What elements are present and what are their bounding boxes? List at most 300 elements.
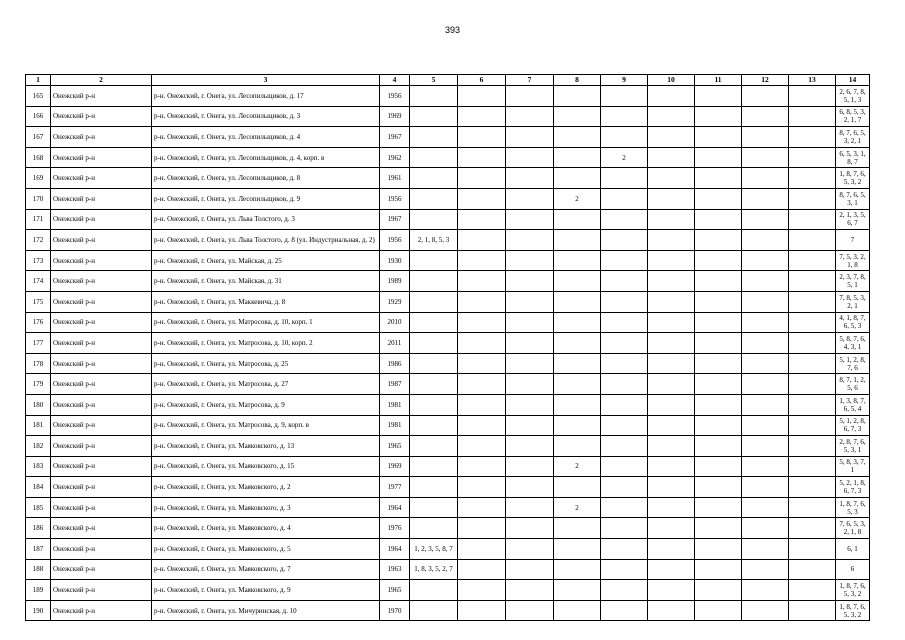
row-number: 171 [26, 209, 51, 230]
col13-cell [789, 312, 836, 333]
year-cell: 1956 [380, 230, 410, 251]
col9-cell [601, 353, 648, 374]
col7-cell [506, 333, 554, 354]
row-number: 187 [26, 539, 51, 560]
col10-cell [648, 559, 695, 580]
table-row [26, 600, 870, 621]
col13-cell [789, 539, 836, 560]
col7-cell [506, 456, 554, 477]
column-header: 1 [26, 75, 51, 86]
address-cell: р-н. Онежский, г. Онега, ул. Маяковского, д. 5 [152, 539, 380, 560]
col11-cell [695, 353, 742, 374]
col7-cell [506, 580, 554, 601]
col12-cell [742, 147, 789, 168]
col9-cell [601, 271, 648, 292]
col12-cell [742, 580, 789, 601]
col11-cell [695, 497, 742, 518]
col5-cell [410, 271, 458, 292]
col6-cell [458, 374, 506, 395]
col7-cell [506, 147, 554, 168]
row-number: 165 [26, 86, 51, 107]
col14-cell: 8, 7, 6, 5, 3, 1 [836, 188, 870, 209]
col14-cell: 8, 7, 6, 5, 3, 2, 1 [836, 127, 870, 148]
col9-cell [601, 312, 648, 333]
col9-cell [601, 230, 648, 251]
col14-cell: 6, 8, 5, 3, 2, 1, 7 [836, 106, 870, 127]
column-header: 7 [506, 75, 554, 86]
col7-cell [506, 86, 554, 107]
col13-cell [789, 600, 836, 621]
column-header: 9 [601, 75, 648, 86]
year-cell: 1965 [380, 580, 410, 601]
col14-cell: 5, 2, 1, 8, 6, 7, 3 [836, 477, 870, 498]
district-cell: Онежский р-н [51, 539, 152, 560]
district-cell: Онежский р-н [51, 333, 152, 354]
year-cell: 1981 [380, 415, 410, 436]
col6-cell [458, 394, 506, 415]
year-cell: 1989 [380, 271, 410, 292]
col8-cell [554, 600, 601, 621]
address-cell: р-н. Онежский, г. Онега, ул. Маяковского, д. 7 [152, 559, 380, 580]
col9-cell [601, 436, 648, 457]
col6-cell [458, 353, 506, 374]
col12-cell [742, 456, 789, 477]
col9-cell [601, 394, 648, 415]
row-number: 166 [26, 106, 51, 127]
col5-cell [410, 127, 458, 148]
district-cell: Онежский р-н [51, 600, 152, 621]
col7-cell [506, 168, 554, 189]
col8-cell [554, 518, 601, 539]
col8-cell: 2 [554, 456, 601, 477]
col6-cell [458, 86, 506, 107]
col12-cell [742, 271, 789, 292]
col9-cell [601, 559, 648, 580]
col13-cell [789, 559, 836, 580]
col5-cell [410, 497, 458, 518]
district-cell: Онежский р-н [51, 168, 152, 189]
col5-cell [410, 291, 458, 312]
col10-cell [648, 250, 695, 271]
col8-cell [554, 477, 601, 498]
col12-cell [742, 436, 789, 457]
column-header: 5 [410, 75, 458, 86]
address-cell: р-н. Онежский, г. Онега, ул. Маяковского, д. 3 [152, 497, 380, 518]
col7-cell [506, 539, 554, 560]
row-number: 186 [26, 518, 51, 539]
col13-cell [789, 168, 836, 189]
col11-cell [695, 209, 742, 230]
table-row [26, 86, 870, 107]
district-cell: Онежский р-н [51, 106, 152, 127]
col14-cell: 7, 6, 5, 3, 2, 1, 8 [836, 518, 870, 539]
col14-cell: 1, 8, 7, 6, 5, 3, 2 [836, 168, 870, 189]
col7-cell [506, 188, 554, 209]
col6-cell [458, 127, 506, 148]
col11-cell [695, 600, 742, 621]
col9-cell [601, 333, 648, 354]
district-cell: Онежский р-н [51, 230, 152, 251]
district-cell: Онежский р-н [51, 209, 152, 230]
col13-cell [789, 127, 836, 148]
row-number: 188 [26, 559, 51, 580]
col14-cell: 5, 1, 2, 8, 6, 7, 3 [836, 415, 870, 436]
row-number: 179 [26, 374, 51, 395]
column-header: 4 [380, 75, 410, 86]
district-cell: Онежский р-н [51, 127, 152, 148]
col10-cell [648, 86, 695, 107]
address-cell: р-н. Онежский, г. Онега, ул. Маяковского, д. 13 [152, 436, 380, 457]
col9-cell [601, 456, 648, 477]
col7-cell [506, 271, 554, 292]
year-cell: 1970 [380, 600, 410, 621]
year-cell: 2010 [380, 312, 410, 333]
table-row [26, 518, 870, 539]
col10-cell [648, 518, 695, 539]
col10-cell [648, 312, 695, 333]
col12-cell [742, 600, 789, 621]
col6-cell [458, 518, 506, 539]
year-cell: 1987 [380, 374, 410, 395]
table-row [26, 209, 870, 230]
col6-cell [458, 209, 506, 230]
table-row [26, 353, 870, 374]
col6-cell [458, 436, 506, 457]
col11-cell [695, 539, 742, 560]
address-cell: р-н. Онежский, г. Онега, ул. Лесопильщиков, д. 3 [152, 106, 380, 127]
col5-cell [410, 106, 458, 127]
col13-cell [789, 230, 836, 251]
col8-cell [554, 539, 601, 560]
col12-cell [742, 106, 789, 127]
address-cell: р-н. Онежский, г. Онега, ул. Маяковского, д. 4 [152, 518, 380, 539]
district-cell: Онежский р-н [51, 394, 152, 415]
year-cell: 1976 [380, 518, 410, 539]
col8-cell [554, 291, 601, 312]
district-cell: Онежский р-н [51, 147, 152, 168]
col10-cell [648, 209, 695, 230]
col8-cell [554, 168, 601, 189]
column-header: 14 [836, 75, 870, 86]
year-cell: 1981 [380, 394, 410, 415]
column-header: 11 [695, 75, 742, 86]
page-number: 393 [444, 25, 461, 35]
district-cell: Онежский р-н [51, 271, 152, 292]
row-number: 190 [26, 600, 51, 621]
col6-cell [458, 456, 506, 477]
col13-cell [789, 436, 836, 457]
col12-cell [742, 127, 789, 148]
address-cell: р-н. Онежский, г. Онега, ул. Лесопильщиков, д. 4, корп. в [152, 147, 380, 168]
year-cell: 1969 [380, 456, 410, 477]
col14-cell: 2, 1, 3, 5, 6, 7 [836, 209, 870, 230]
col5-cell [410, 394, 458, 415]
col14-cell: 2, 8, 7, 6, 5, 3, 1 [836, 436, 870, 457]
row-number: 189 [26, 580, 51, 601]
col13-cell [789, 106, 836, 127]
col7-cell [506, 291, 554, 312]
col11-cell [695, 230, 742, 251]
col13-cell [789, 353, 836, 374]
col5-cell [410, 353, 458, 374]
col13-cell [789, 209, 836, 230]
col11-cell [695, 250, 742, 271]
col11-cell [695, 415, 742, 436]
address-cell: р-н. Онежский, г. Онега, ул. Матросова, д. 9 [152, 394, 380, 415]
col13-cell [789, 518, 836, 539]
row-number: 178 [26, 353, 51, 374]
col10-cell [648, 168, 695, 189]
col8-cell [554, 374, 601, 395]
col5-cell [410, 147, 458, 168]
col5-cell [410, 374, 458, 395]
table-row [26, 168, 870, 189]
address-cell: р-н. Онежский, г. Онега, ул. Матросова, д. 9, корп. в [152, 415, 380, 436]
district-cell: Онежский р-н [51, 291, 152, 312]
col7-cell [506, 497, 554, 518]
col10-cell [648, 580, 695, 601]
col6-cell [458, 312, 506, 333]
col5-cell [410, 168, 458, 189]
col8-cell [554, 250, 601, 271]
col8-cell: 2 [554, 188, 601, 209]
col9-cell [601, 250, 648, 271]
col9-cell [601, 600, 648, 621]
col6-cell [458, 250, 506, 271]
col13-cell [789, 374, 836, 395]
col7-cell [506, 353, 554, 374]
column-header: 13 [789, 75, 836, 86]
col5-cell [410, 477, 458, 498]
col11-cell [695, 312, 742, 333]
row-number: 181 [26, 415, 51, 436]
col13-cell [789, 477, 836, 498]
table-row [26, 271, 870, 292]
col5-cell [410, 209, 458, 230]
district-cell: Онежский р-н [51, 86, 152, 107]
year-cell: 1969 [380, 106, 410, 127]
year-cell: 1929 [380, 291, 410, 312]
col6-cell [458, 600, 506, 621]
col11-cell [695, 456, 742, 477]
col6-cell [458, 271, 506, 292]
year-cell: 1961 [380, 168, 410, 189]
table-row [26, 106, 870, 127]
district-cell: Онежский р-н [51, 477, 152, 498]
col14-cell: 1, 3, 8, 7, 6, 5, 4 [836, 394, 870, 415]
col6-cell [458, 477, 506, 498]
col9-cell [601, 188, 648, 209]
table-row [26, 394, 870, 415]
table-row [26, 436, 870, 457]
address-cell: р-н. Онежский, г. Онега, ул. Маккевича, д. 8 [152, 291, 380, 312]
col11-cell [695, 394, 742, 415]
col7-cell [506, 477, 554, 498]
column-header: 3 [152, 75, 380, 86]
address-cell: р-н. Онежский, г. Онега, ул. Майская, д. 31 [152, 271, 380, 292]
col14-cell: 1, 8, 7, 6, 5, 3, 2 [836, 580, 870, 601]
col14-cell: 2, 3, 7, 8, 5, 1 [836, 271, 870, 292]
col8-cell [554, 209, 601, 230]
col11-cell [695, 518, 742, 539]
col14-cell: 5, 8, 3, 7, 1 [836, 456, 870, 477]
col9-cell [601, 127, 648, 148]
address-cell: р-н. Онежский, г. Онега, ул. Маяковского, д. 9 [152, 580, 380, 601]
col6-cell [458, 230, 506, 251]
col9-cell [601, 539, 648, 560]
col11-cell [695, 106, 742, 127]
col6-cell [458, 188, 506, 209]
col13-cell [789, 250, 836, 271]
col11-cell [695, 477, 742, 498]
col9-cell [601, 497, 648, 518]
col9-cell [601, 477, 648, 498]
col8-cell [554, 353, 601, 374]
col14-cell: 4, 1, 8, 7, 6, 5, 3 [836, 312, 870, 333]
year-cell: 1956 [380, 188, 410, 209]
row-number: 175 [26, 291, 51, 312]
col11-cell [695, 271, 742, 292]
col11-cell [695, 86, 742, 107]
table-row [26, 477, 870, 498]
column-header: 6 [458, 75, 506, 86]
col10-cell [648, 497, 695, 518]
col13-cell [789, 147, 836, 168]
address-cell: р-н. Онежский, г. Онега, ул. Маяковского, д. 15 [152, 456, 380, 477]
year-cell: 2011 [380, 333, 410, 354]
table-row [26, 127, 870, 148]
col14-cell: 6, 5, 3, 1, 8, 7 [836, 147, 870, 168]
col12-cell [742, 250, 789, 271]
col6-cell [458, 539, 506, 560]
table-row [26, 456, 870, 477]
col11-cell [695, 168, 742, 189]
col7-cell [506, 518, 554, 539]
district-cell: Онежский р-н [51, 436, 152, 457]
col8-cell: 2 [554, 497, 601, 518]
col14-cell: 6, 1 [836, 539, 870, 560]
col9-cell [601, 580, 648, 601]
address-cell: р-н. Онежский, г. Онега, ул. Лесопильщиков, д. 9 [152, 188, 380, 209]
year-cell: 1965 [380, 436, 410, 457]
col10-cell [648, 230, 695, 251]
row-number: 170 [26, 188, 51, 209]
col10-cell [648, 456, 695, 477]
col14-cell: 6 [836, 559, 870, 580]
col13-cell [789, 271, 836, 292]
column-header: 8 [554, 75, 601, 86]
col14-cell: 7 [836, 230, 870, 251]
col11-cell [695, 436, 742, 457]
col10-cell [648, 436, 695, 457]
col14-cell: 5, 1, 2, 8, 7, 6 [836, 353, 870, 374]
col5-cell: 1, 8, 3, 5, 2, 7 [410, 559, 458, 580]
col12-cell [742, 168, 789, 189]
col9-cell [601, 106, 648, 127]
col12-cell [742, 394, 789, 415]
address-cell: р-н. Онежский, г. Онега, ул. Льва Толстого, д. 8 (ул. Индустриальная, д. 2) [152, 230, 380, 251]
col9-cell [601, 518, 648, 539]
registry-table [25, 74, 870, 621]
district-cell: Онежский р-н [51, 374, 152, 395]
address-cell: р-н. Онежский, г. Онега, ул. Матросова, д. 25 [152, 353, 380, 374]
col14-cell: 8, 7, 1, 2, 5, 6 [836, 374, 870, 395]
district-cell: Онежский р-н [51, 250, 152, 271]
col12-cell [742, 374, 789, 395]
year-cell: 1986 [380, 353, 410, 374]
col12-cell [742, 539, 789, 560]
col14-cell: 1, 8, 7, 6, 5, 3, 2 [836, 600, 870, 621]
col10-cell [648, 106, 695, 127]
col11-cell [695, 147, 742, 168]
col13-cell [789, 333, 836, 354]
row-number: 173 [26, 250, 51, 271]
col14-cell: 5, 8, 7, 6, 4, 3, 1 [836, 333, 870, 354]
col8-cell [554, 580, 601, 601]
table-row [26, 374, 870, 395]
col13-cell [789, 394, 836, 415]
address-cell: р-н. Онежский, г. Онега, ул. Матросова, д. 10, корп. 1 [152, 312, 380, 333]
col9-cell [601, 86, 648, 107]
col5-cell: 2, 1, 8, 5, 3 [410, 230, 458, 251]
col9-cell [601, 168, 648, 189]
col7-cell [506, 106, 554, 127]
column-header: 10 [648, 75, 695, 86]
col12-cell [742, 415, 789, 436]
col8-cell [554, 271, 601, 292]
year-cell: 1964 [380, 497, 410, 518]
col12-cell [742, 291, 789, 312]
col5-cell [410, 436, 458, 457]
row-number: 167 [26, 127, 51, 148]
col6-cell [458, 497, 506, 518]
col9-cell: 2 [601, 147, 648, 168]
table-row [26, 497, 870, 518]
row-number: 174 [26, 271, 51, 292]
district-cell: Онежский р-н [51, 559, 152, 580]
address-cell: р-н. Онежский, г. Онега, ул. Майская, д. 25 [152, 250, 380, 271]
col11-cell [695, 580, 742, 601]
district-cell: Онежский р-н [51, 580, 152, 601]
address-cell: р-н. Онежский, г. Онега, ул. Мичуринская, д. 10 [152, 600, 380, 621]
row-number: 184 [26, 477, 51, 498]
year-cell: 1963 [380, 559, 410, 580]
col8-cell [554, 559, 601, 580]
district-cell: Онежский р-н [51, 188, 152, 209]
table-row [26, 147, 870, 168]
col11-cell [695, 333, 742, 354]
col5-cell: 1, 2, 3, 5, 8, 7 [410, 539, 458, 560]
year-cell: 1962 [380, 147, 410, 168]
col9-cell [601, 291, 648, 312]
col7-cell [506, 209, 554, 230]
col12-cell [742, 188, 789, 209]
row-number: 182 [26, 436, 51, 457]
col7-cell [506, 600, 554, 621]
table-row [26, 333, 870, 354]
col10-cell [648, 353, 695, 374]
col6-cell [458, 106, 506, 127]
col10-cell [648, 188, 695, 209]
year-cell: 1977 [380, 477, 410, 498]
col6-cell [458, 415, 506, 436]
col12-cell [742, 312, 789, 333]
col6-cell [458, 147, 506, 168]
col9-cell [601, 209, 648, 230]
table-row [26, 539, 870, 560]
col12-cell [742, 333, 789, 354]
col5-cell [410, 518, 458, 539]
